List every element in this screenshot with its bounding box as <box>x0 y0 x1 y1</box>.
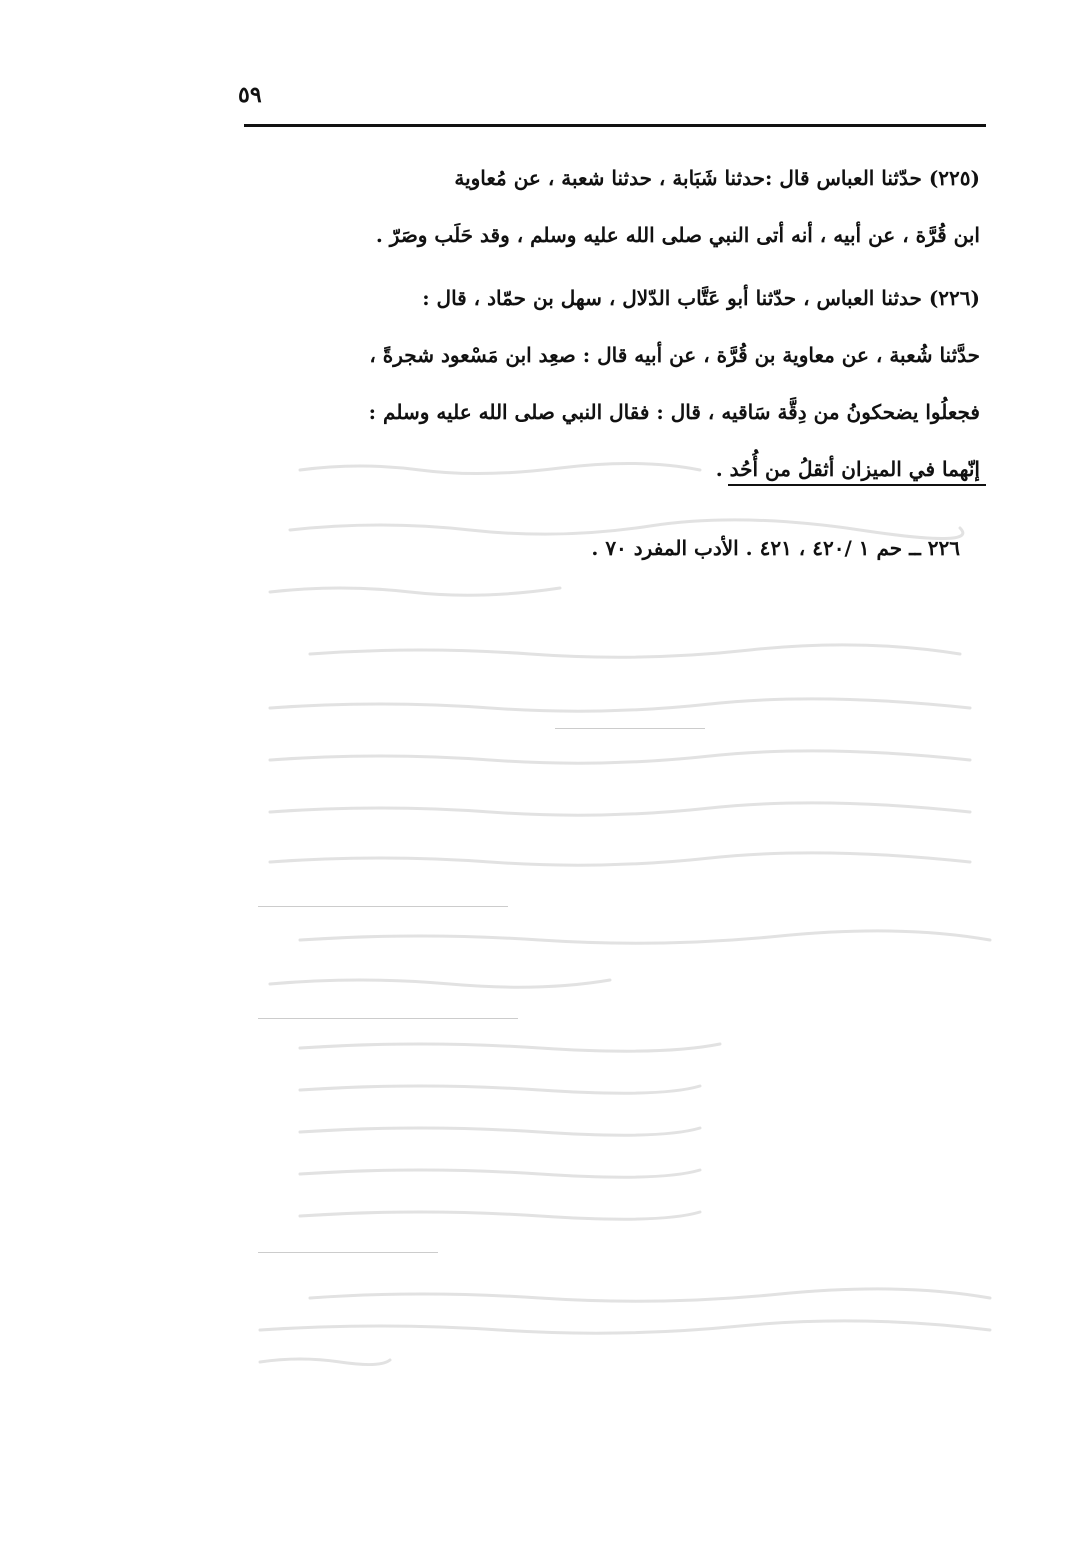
hadith-226-line-3: فجعلُوا يضحكونُ من دِقَّة سَاقيه ، قال : فقال النبي صلى الله عليه وسلم : <box>368 400 980 424</box>
hadith-225-line-1: (٢٢٥) حدّثنا العباس قال :حدثنا شَبَابة ، حدثنا شعبة ، عن مُعاوية <box>454 166 980 190</box>
hadith-225-line-2: ابن قُرَّة ، عن أبيه ، أنه أتى النبي صلى الله عليه وسلم ، وقد حَلَب وصَرّ . <box>375 223 980 247</box>
footnote: ٢٢٦ ــ حم ١ /٤٢٠ ، ٤٢١ . الأدب المفرد ٧٠ . <box>591 536 960 560</box>
hadith-226-line-1: (٢٢٦) حدثنا العباس ، حدّثنا أبو عَتَّاب الدّلال ، سهل بن حمّاد ، قال : <box>422 286 980 310</box>
hadith-226-line-2: حدَّثنا شُعبة ، عن معاوية بن قُرَّة ، عن أبيه قال : صعِد ابن مَسْعود شجرةً ، <box>369 343 980 367</box>
page-number: ٥٩ <box>238 82 262 108</box>
hadith-226-line-4: إنّهما في الميزان أثقلُ من أُحُد . <box>715 457 980 481</box>
